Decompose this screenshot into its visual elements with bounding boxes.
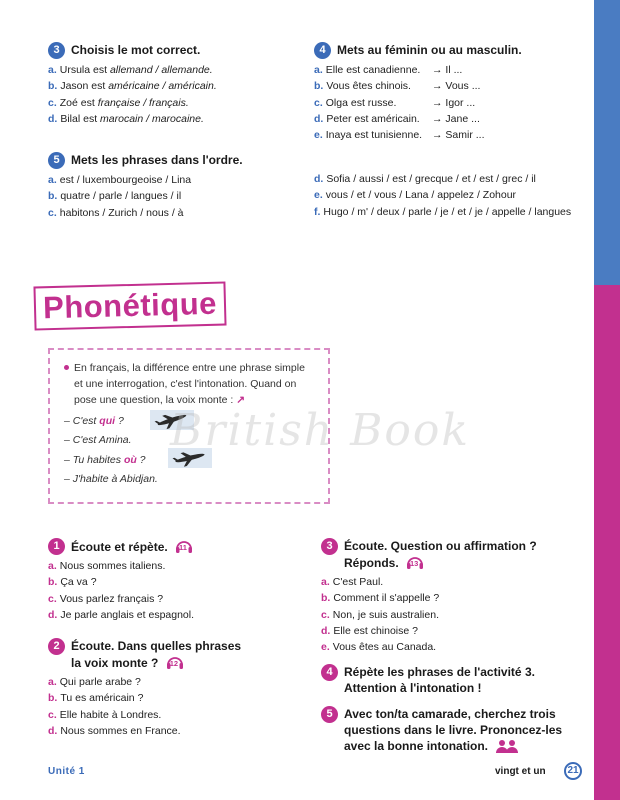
item-text: Non, je suis australien. xyxy=(332,608,439,621)
item-text: Nous sommes italiens. xyxy=(59,560,166,572)
item-choice: française / français. xyxy=(97,96,189,109)
list-item xyxy=(314,187,571,203)
phonetique-exercise-2 xyxy=(48,638,241,739)
exercise-number: 4 xyxy=(314,42,331,59)
exercise-number: 5 xyxy=(48,152,65,169)
phonetique-rule-box xyxy=(48,348,330,504)
item-letter: e. xyxy=(321,641,330,654)
item-letter: a. xyxy=(48,560,57,572)
unit-label: Unité 1 xyxy=(48,766,85,777)
plane-rising-icon xyxy=(168,448,212,468)
item-letter: d. xyxy=(48,608,58,621)
watermark: British Book xyxy=(170,405,471,456)
item-answer: → Jane ... xyxy=(432,112,480,125)
phonetique-exercise-3 xyxy=(321,538,537,655)
exercise-items xyxy=(48,674,241,739)
headphones-icon xyxy=(175,538,193,554)
exercise-items xyxy=(48,62,217,127)
list-item xyxy=(321,623,537,639)
exercise-number: 3 xyxy=(321,538,338,555)
item-text: Nous sommes en France. xyxy=(60,724,181,737)
exercise-title: Mets au féminin ou au masculin. xyxy=(337,43,522,57)
item-text: Jason est xyxy=(60,80,109,93)
item-letter: a. xyxy=(321,576,330,588)
item-letter: c. xyxy=(48,206,57,219)
item-text: C'est Paul. xyxy=(332,576,384,588)
example-question-word: qui xyxy=(99,415,116,427)
exercise-title-line-1: Écoute. Question ou affirmation ? xyxy=(344,539,537,553)
item-text: Inaya est tunisienne. xyxy=(325,129,423,142)
list-item xyxy=(321,639,537,655)
item-answer: → Samir ... xyxy=(432,129,485,142)
item-letter: d. xyxy=(321,624,331,637)
item-answer: → Il ... xyxy=(432,64,463,76)
rising-arrow-icon: ↗ xyxy=(236,394,246,406)
page-number-words: vingt et un xyxy=(495,766,546,777)
list-item xyxy=(48,707,241,723)
list-item xyxy=(48,723,241,739)
list-item xyxy=(321,574,537,590)
rule-line-3: pose une question, la voix monte : xyxy=(74,394,234,406)
item-letter: c. xyxy=(48,96,57,109)
exercise-title-line-2: la voix monte ? xyxy=(71,656,159,670)
item-letter: c. xyxy=(321,608,330,621)
item-text: Vous êtes au Canada. xyxy=(332,641,437,654)
item-letter: e. xyxy=(314,189,323,202)
exercise-5 xyxy=(48,152,243,221)
exercise-title-line-2: questions dans le livre. Prononcez-les xyxy=(344,723,563,737)
exercise-number: 2 xyxy=(48,638,65,655)
item-choice: américaine / américain. xyxy=(108,80,217,93)
list-item xyxy=(314,62,522,78)
item-text: Olga est russe. xyxy=(325,96,397,109)
item-text: Hugo / m' / deux / parle / je / et / je / appelle / langues xyxy=(323,205,572,218)
item-letter: d. xyxy=(314,173,324,185)
phonetique-exercise-4 xyxy=(321,664,535,696)
list-item xyxy=(48,172,243,188)
example-text: – C'est Amina. xyxy=(64,434,132,447)
item-text: Vous êtes chinois. xyxy=(326,80,411,93)
item-letter: b. xyxy=(321,592,331,605)
item-text: Zoé est xyxy=(59,96,98,109)
example-punct: ? xyxy=(136,453,146,466)
item-letter: c. xyxy=(48,592,57,605)
item-text: Vous parlez français ? xyxy=(59,592,164,605)
side-tab-blue xyxy=(594,0,620,285)
page-number: 21 xyxy=(564,762,582,780)
pair-work-icon xyxy=(495,739,519,757)
list-item xyxy=(314,78,522,94)
item-letter: c. xyxy=(48,708,57,721)
item-text: vous / et / vous / Lana / appelez / Zohour xyxy=(325,189,517,202)
exercise-title-line-3: avec la bonne intonation. xyxy=(344,739,489,753)
list-item xyxy=(321,590,537,606)
exercise-items xyxy=(321,574,537,655)
item-choice: allemand / allemande. xyxy=(109,64,213,76)
item-text: Peter est américain. xyxy=(326,112,420,125)
item-text: Tu es américain ? xyxy=(60,692,144,705)
exercise-3 xyxy=(48,42,217,127)
item-answer: → Vous ... xyxy=(432,80,481,93)
list-item xyxy=(48,78,217,94)
list-item xyxy=(48,690,241,706)
phonetique-exercise-5 xyxy=(321,706,562,757)
item-choice: marocain / marocaine. xyxy=(100,112,204,125)
intonation-example xyxy=(64,470,318,489)
list-item xyxy=(48,111,217,127)
headphones-icon xyxy=(166,654,184,670)
list-item xyxy=(48,95,217,111)
audio-track-number: 11 xyxy=(179,543,187,552)
item-text: Qui parle arabe ? xyxy=(59,676,141,688)
exercise-number: 5 xyxy=(321,706,338,723)
exercise-4 xyxy=(314,42,522,143)
item-letter: d. xyxy=(48,112,58,125)
example-text: – C'est xyxy=(64,415,100,427)
exercise-number: 1 xyxy=(48,538,65,555)
phonetique-exercise-1 xyxy=(48,538,194,623)
example-text: – Tu habites xyxy=(64,453,124,466)
item-text: Elle habite à Londres. xyxy=(59,708,162,721)
example-question-word: où xyxy=(123,453,137,466)
list-item xyxy=(48,607,194,623)
exercise-title-line-2: Attention à l'intonation ! xyxy=(344,681,482,695)
item-letter: b. xyxy=(48,576,58,589)
rule-line-2: et une interrogation, c'est l'intonation. Quand on xyxy=(74,378,297,390)
list-item xyxy=(314,171,571,187)
list-item xyxy=(48,574,194,590)
item-text: habitons / Zurich / nous / à xyxy=(59,206,184,219)
list-item xyxy=(48,591,194,607)
item-letter: b. xyxy=(48,80,58,93)
item-letter: e. xyxy=(314,129,323,142)
phonetique-title: Phonétique xyxy=(33,281,226,330)
list-item xyxy=(314,95,522,111)
exercise-5-right xyxy=(314,168,571,220)
exercise-title-line-1: Écoute. Dans quelles phrases xyxy=(71,639,242,653)
exercise-number: 3 xyxy=(48,42,65,59)
exercise-title-line-1: Répète les phrases de l'activité 3. xyxy=(344,665,535,679)
item-text: Ça va ? xyxy=(60,576,97,589)
item-answer: → Igor ... xyxy=(432,96,476,109)
item-letter: b. xyxy=(314,80,324,93)
list-item xyxy=(48,205,243,221)
exercise-items-right xyxy=(314,171,571,220)
list-item xyxy=(314,111,522,127)
item-letter: d. xyxy=(48,724,58,737)
exercise-title-line-1: Avec ton/ta camarade, cherchez trois xyxy=(344,707,556,721)
item-text: Sofia / aussi / est / grecque / et / est / grec / il xyxy=(326,173,536,185)
item-letter: c. xyxy=(314,96,323,109)
rule-line-1: En français, la différence entre une phrase simple xyxy=(74,362,305,374)
example-punct: ? xyxy=(115,415,124,427)
list-item xyxy=(48,558,194,574)
item-text: Je parle anglais et espagnol. xyxy=(60,608,195,621)
audio-track-number: 13 xyxy=(410,559,419,568)
item-letter: a. xyxy=(48,174,57,186)
list-item xyxy=(314,204,571,220)
exercise-title: Choisis le mot correct. xyxy=(71,43,201,57)
list-item xyxy=(48,188,243,204)
list-item xyxy=(314,127,522,143)
plane-rising-icon xyxy=(150,410,194,430)
item-text: Ursula est xyxy=(59,64,110,76)
exercise-title: Écoute et répète. xyxy=(71,540,168,554)
list-item xyxy=(48,674,241,690)
bullet-dot xyxy=(64,365,69,370)
item-letter: d. xyxy=(314,112,324,125)
headphones-icon xyxy=(406,554,424,570)
item-text: est / luxembourgeoise / Lina xyxy=(59,174,192,186)
item-text: Elle est canadienne. xyxy=(325,64,421,76)
list-item xyxy=(48,62,217,78)
exercise-items-left xyxy=(48,172,243,221)
side-tab-pink xyxy=(594,285,620,800)
exercise-items xyxy=(314,62,522,143)
audio-track-number: 12 xyxy=(169,659,179,668)
item-letter: b. xyxy=(48,692,58,705)
item-text: Comment il s'appelle ? xyxy=(333,592,440,605)
item-letter: a. xyxy=(48,64,57,76)
item-letter: a. xyxy=(48,676,57,688)
example-text: – J'habite à Abidjan. xyxy=(64,473,158,486)
exercise-number: 4 xyxy=(321,664,338,681)
exercise-title-line-2: Réponds. xyxy=(344,556,399,570)
item-letter: b. xyxy=(48,190,58,203)
exercise-items xyxy=(48,558,194,623)
item-letter: f. xyxy=(314,205,321,218)
rule-text xyxy=(64,360,318,408)
item-letter: a. xyxy=(314,64,323,76)
exercise-title: Mets les phrases dans l'ordre. xyxy=(71,153,243,167)
item-text: Elle est chinoise ? xyxy=(333,624,418,637)
item-text: Bilal est xyxy=(60,112,101,125)
list-item xyxy=(321,607,537,623)
item-text: quatre / parle / langues / il xyxy=(60,190,182,203)
